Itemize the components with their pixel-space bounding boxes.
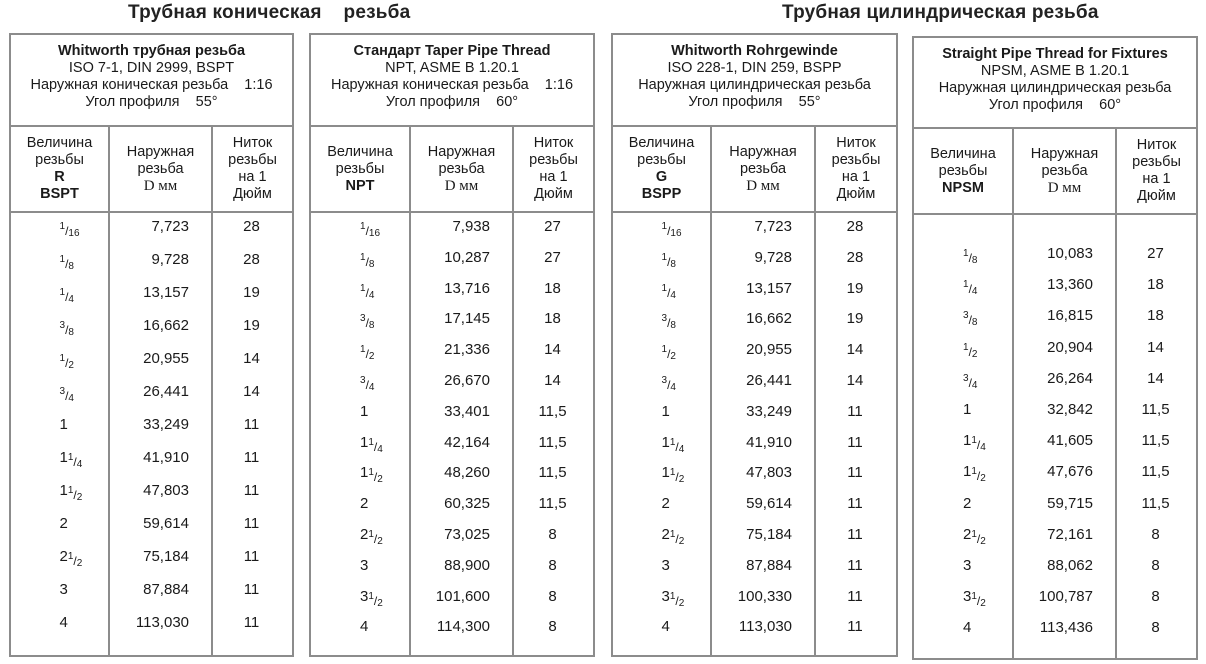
threads-per-inch: 11,5	[1141, 432, 1170, 450]
table-spec-line: Наружная цилиндрическая резьба	[938, 80, 1172, 96]
table-spec-line: NPSM, ASME B 1.20.1	[980, 63, 1130, 79]
table-row: 1 $^1/_4$ 42,164 11,5	[311, 428, 593, 458]
table-row: 1 $^1/_2$ 47,803 11	[11, 476, 292, 506]
column-label: R	[54, 169, 65, 185]
tpi-column-header	[512, 127, 593, 211]
outer-diameter: 20,955	[143, 350, 189, 367]
threads-per-inch: 11	[243, 449, 260, 466]
outer-diameter: 88,900	[444, 556, 490, 574]
column-header	[613, 127, 896, 213]
table-spec-line: Наружная коническая резьба 1:16	[30, 77, 273, 93]
thread-table-3	[611, 33, 898, 657]
table-spec-line: Наружная цилиндрическая резьба	[638, 77, 871, 93]
threads-per-inch: 19	[846, 279, 864, 297]
table-row: $^3/_8$ 16,662 19	[613, 304, 896, 334]
outer-diameter: 16,662	[746, 310, 792, 328]
threads-per-inch: 8	[1151, 557, 1160, 574]
outer-diameter: 75,184	[143, 548, 189, 565]
diameter-column-header	[108, 127, 211, 211]
table-row: $^1/_8$ 10,083 27	[914, 239, 1196, 269]
table-row: 1 $^1/_2$ 48,260 11,5	[311, 458, 593, 488]
threads-per-inch: 14	[846, 372, 864, 389]
outer-diameter: 26,264	[1047, 369, 1093, 387]
threads-per-inch: 19	[243, 317, 260, 334]
table-row: 2 $^1/_2$ 72,161 8	[914, 520, 1196, 550]
table-header	[11, 35, 292, 127]
column-label: Наружная резьба	[427, 143, 496, 177]
threads-per-inch: 11,5	[1141, 401, 1170, 418]
threads-per-inch: 28	[846, 248, 864, 266]
column-label: Величина резьбы	[26, 135, 93, 168]
outer-diameter: 88,062	[1047, 557, 1093, 574]
threads-per-inch: 8	[548, 526, 557, 543]
table-row: 1 $^1/_2$ 47,676 11,5	[914, 457, 1196, 487]
outer-diameter: 20,955	[746, 341, 792, 359]
threads-per-inch: 18	[1147, 276, 1164, 294]
table-title: Whitworth Rohrgewinde	[671, 43, 838, 59]
tpi-column-header	[1115, 129, 1196, 213]
table-row: 1 $^1/_4$ 41,605 11,5	[914, 426, 1196, 456]
column-label: Ниток резьбы на 1 Дюйм	[529, 135, 578, 202]
threads-per-inch: 14	[544, 341, 561, 359]
column-label: NPSM	[942, 179, 984, 196]
outer-diameter: 9,728	[151, 251, 189, 268]
table-row: $^3/_4$ 26,670 14	[311, 366, 593, 396]
column-label: BSPP	[641, 186, 682, 202]
table-title: Стандарт Taper Pipe Thread	[353, 43, 551, 59]
outer-diameter: 33,401	[444, 402, 490, 420]
outer-diameter: 16,662	[143, 317, 189, 334]
table-row: 3 $^1/_2$ 100,330 11	[613, 582, 896, 612]
table-row: $^1/_{16}$ 7,938 27	[311, 212, 593, 242]
outer-diameter: 21,336	[444, 341, 490, 359]
threads-per-inch: 18	[544, 310, 561, 328]
outer-diameter: 42,164	[444, 433, 490, 451]
threads-per-inch: 19	[243, 284, 260, 301]
table-row: 4 113,436 8	[914, 613, 1196, 643]
threads-per-inch: 11	[847, 556, 863, 574]
outer-diameter: 114,300	[436, 618, 490, 636]
outer-diameter: 13,360	[1047, 276, 1093, 294]
table-spec-line: Угол профиля 55°	[85, 94, 218, 110]
outer-diameter: 72,161	[1047, 525, 1093, 543]
threads-per-inch: 11,5	[538, 495, 567, 513]
taper-thread-title: Трубная коническая резьба	[128, 2, 411, 23]
table-row: $^1/_4$ 13,157 19	[613, 274, 896, 304]
table-title: Whitworth трубная резьба	[57, 43, 246, 59]
threads-per-inch: 11,5	[538, 433, 567, 451]
table-header	[613, 35, 896, 127]
outer-diameter: 41,605	[1047, 432, 1093, 450]
column-label: Ниток резьбы на 1 Дюйм	[831, 135, 881, 202]
table-row: $^3/_4$ 26,264 14	[914, 364, 1196, 394]
column-label: Величина резьбы	[930, 145, 996, 179]
outer-diameter: 59,614	[143, 515, 189, 532]
threads-per-inch: 14	[1147, 369, 1164, 387]
threads-per-inch: 11,5	[538, 402, 567, 420]
table-row: 3 $^1/_2$ 100,787 8	[914, 582, 1196, 612]
outer-diameter: 73,025	[444, 526, 490, 543]
table-row: $^3/_4$ 26,441 14	[11, 377, 292, 407]
table-row: $^1/_4$ 13,716 18	[311, 274, 593, 304]
table-row: $^1/_8$ 9,728 28	[11, 245, 292, 275]
table-row: 2 59,614 11	[613, 489, 896, 519]
threads-per-inch: 11	[243, 548, 260, 565]
table-row: $^1/_{16}$ 7,723 28	[613, 212, 896, 242]
column-label: D мм	[143, 177, 178, 194]
threads-per-inch: 8	[1151, 588, 1160, 606]
threads-per-inch: 14	[544, 372, 561, 389]
table-row: $^1/_{16}$ 7,723 28	[11, 212, 292, 242]
outer-diameter: 9,728	[754, 248, 792, 266]
threads-per-inch: 8	[548, 556, 557, 574]
table-row: $^1/_2$ 21,336 14	[311, 335, 593, 365]
table-header	[914, 38, 1196, 129]
outer-diameter: 13,716	[444, 279, 490, 297]
threads-per-inch: 11	[847, 433, 863, 451]
table-spec-line: Угол профиля 60°	[988, 97, 1122, 113]
threads-per-inch: 28	[243, 218, 260, 235]
table-row: $^3/_8$ 17,145 18	[311, 304, 593, 334]
outer-diameter: 47,803	[143, 482, 189, 499]
column-label: Наружная резьба	[126, 143, 195, 177]
column-label: Наружная резьба	[729, 143, 797, 177]
threads-per-inch: 11	[847, 464, 863, 482]
outer-diameter: 16,815	[1047, 307, 1093, 325]
outer-diameter: 33,249	[746, 402, 792, 420]
threads-per-inch: 14	[243, 383, 260, 400]
outer-diameter: 100,787	[1038, 588, 1093, 606]
outer-diameter: 41,910	[143, 449, 189, 466]
table-row: $^3/_4$ 26,441 14	[613, 366, 896, 396]
column-header	[311, 127, 593, 213]
threads-per-inch: 18	[1147, 307, 1164, 325]
threads-per-inch: 27	[1147, 245, 1164, 262]
threads-per-inch: 8	[1151, 525, 1160, 543]
outer-diameter: 32,842	[1047, 401, 1093, 418]
table-row: 2 60,325 11,5	[311, 489, 593, 519]
threads-per-inch: 11	[847, 495, 863, 513]
thread-table-4	[912, 36, 1198, 660]
table-row: 3 $^1/_2$ 101,600 8	[311, 582, 593, 612]
thread-table-2	[309, 33, 595, 657]
column-label: G	[655, 169, 668, 185]
threads-per-inch: 11	[243, 581, 260, 598]
outer-diameter: 47,803	[746, 464, 792, 482]
column-label: NPT	[345, 177, 375, 194]
outer-diameter: 87,884	[746, 556, 792, 574]
threads-per-inch: 27	[544, 218, 561, 235]
outer-diameter: 48,260	[444, 464, 490, 482]
outer-diameter: 26,670	[444, 372, 490, 389]
column-label: D мм	[746, 177, 780, 194]
outer-diameter: 75,184	[746, 526, 792, 543]
threads-per-inch: 8	[1151, 619, 1160, 637]
outer-diameter: 100,330	[737, 587, 792, 605]
diameter-column-header	[710, 127, 814, 211]
size-column-header	[613, 127, 710, 211]
table-row: 2 $^1/_2$ 75,184 11	[613, 520, 896, 550]
table-spec-line: Угол профиля 60°	[385, 94, 519, 110]
table-row: 3 88,900 8	[311, 551, 593, 581]
threads-per-inch: 18	[544, 279, 561, 297]
tpi-column-header	[211, 127, 292, 211]
outer-diameter: 20,904	[1047, 338, 1093, 356]
cylindrical-thread-title: Трубная цилиндрическая резьба	[782, 2, 1099, 23]
threads-per-inch: 19	[846, 310, 864, 328]
threads-per-inch: 11	[243, 515, 260, 532]
outer-diameter: 41,910	[746, 433, 792, 451]
outer-diameter: 10,287	[444, 248, 490, 266]
column-label: BSPT	[40, 186, 79, 202]
column-label: Ниток резьбы на 1 Дюйм	[1132, 137, 1181, 204]
threads-per-inch: 14	[243, 350, 260, 367]
table-row: $^1/_4$ 13,157 19	[11, 278, 292, 308]
threads-per-inch: 11	[847, 618, 863, 636]
outer-diameter: 33,249	[143, 416, 189, 433]
threads-per-inch: 11,5	[1141, 463, 1170, 481]
outer-diameter: 26,441	[746, 372, 792, 389]
threads-per-inch: 11,5	[1141, 494, 1170, 512]
table-row: 2 $^1/_2$ 73,025 8	[311, 520, 593, 550]
column-label: Ниток резьбы на 1 Дюйм	[228, 135, 277, 202]
table-row: 3 88,062 8	[914, 551, 1196, 581]
table-row: 2 $^1/_2$ 75,184 11	[11, 542, 292, 572]
threads-per-inch: 11	[243, 416, 260, 433]
threads-per-inch: 14	[1147, 338, 1164, 356]
table-spec-line: Наружная коническая резьба 1:16	[330, 77, 574, 93]
threads-per-inch: 11	[243, 482, 260, 499]
threads-per-inch: 8	[548, 587, 557, 605]
table-row: 1 $^1/_2$ 47,803 11	[613, 458, 896, 488]
table-row: 4 114,300 8	[311, 612, 593, 642]
table-row: 1 $^1/_4$ 41,910 11	[11, 443, 292, 473]
table-row: $^1/_2$ 20,904 14	[914, 333, 1196, 363]
table-row: 2 59,614 11	[11, 509, 292, 539]
table-row: 1 33,249 11	[11, 410, 292, 440]
table-spec-line: Угол профиля 55°	[688, 94, 821, 110]
column-header	[11, 127, 292, 213]
threads-per-inch: 11	[847, 402, 863, 420]
threads-per-inch: 11	[243, 614, 260, 631]
outer-diameter: 47,676	[1047, 463, 1093, 481]
outer-diameter: 113,030	[738, 618, 792, 636]
outer-diameter: 59,715	[1047, 494, 1093, 512]
table-row: $^1/_2$ 20,955 14	[11, 344, 292, 374]
threads-per-inch: 11	[847, 526, 863, 543]
threads-per-inch: 27	[544, 248, 561, 266]
table-row: 1 33,401 11,5	[311, 397, 593, 427]
outer-diameter: 7,723	[754, 218, 792, 235]
table-row: 4 113,030 11	[11, 608, 292, 638]
table-title: Straight Pipe Thread for Fixtures	[942, 46, 1168, 62]
table-spec-line: ISO 7-1, DIN 2999, BSPT	[68, 60, 235, 76]
table-row: 3 87,884 11	[613, 551, 896, 581]
table-spec-line: NPT, ASME B 1.20.1	[385, 60, 519, 76]
table-spec-line: ISO 228-1, DIN 259, BSPP	[667, 60, 842, 76]
table-row: $^3/_8$ 16,662 19	[11, 311, 292, 341]
column-label: D мм	[444, 177, 479, 194]
table-row: $^3/_8$ 16,815 18	[914, 301, 1196, 331]
threads-per-inch: 8	[548, 618, 557, 636]
size-column-header	[311, 127, 409, 211]
outer-diameter: 7,723	[151, 218, 189, 235]
column-label: Величина резьбы	[327, 143, 393, 177]
column-header	[914, 129, 1196, 215]
table-row: 4 113,030 11	[613, 612, 896, 642]
table-row: $^1/_4$ 13,360 18	[914, 270, 1196, 300]
outer-diameter: 87,884	[143, 581, 189, 598]
size-column-header	[11, 127, 108, 211]
threads-per-inch: 11	[847, 587, 863, 605]
diameter-column-header	[409, 127, 512, 211]
outer-diameter: 59,614	[746, 495, 792, 513]
tpi-column-header	[814, 127, 896, 211]
table-header	[311, 35, 593, 127]
table-row: 1 33,249 11	[613, 397, 896, 427]
table-row: 3 87,884 11	[11, 575, 292, 605]
threads-per-inch: 14	[846, 341, 864, 359]
column-label: Наружная резьба	[1030, 145, 1099, 179]
threads-per-inch: 28	[243, 251, 260, 268]
outer-diameter: 113,030	[135, 614, 189, 631]
outer-diameter: 60,325	[444, 495, 490, 513]
threads-per-inch: 11,5	[538, 464, 567, 482]
outer-diameter: 10,083	[1047, 245, 1093, 262]
table-row: $^1/_2$ 20,955 14	[613, 335, 896, 365]
diameter-column-header	[1012, 129, 1115, 213]
outer-diameter: 13,157	[746, 279, 792, 297]
column-label: Величина резьбы	[628, 135, 695, 168]
table-row: 2 59,715 11,5	[914, 489, 1196, 519]
outer-diameter: 7,938	[452, 218, 490, 235]
table-row: $^1/_8$ 10,287 27	[311, 243, 593, 273]
table-row: $^1/_8$ 9,728 28	[613, 243, 896, 273]
thread-table-1	[9, 33, 294, 657]
threads-per-inch: 28	[846, 218, 864, 235]
outer-diameter: 113,436	[1039, 619, 1093, 637]
outer-diameter: 26,441	[143, 383, 189, 400]
column-label: D мм	[1047, 179, 1082, 196]
size-column-header	[914, 129, 1012, 213]
table-row: 1 $^1/_4$ 41,910 11	[613, 428, 896, 458]
outer-diameter: 101,600	[435, 587, 490, 605]
outer-diameter: 17,145	[444, 310, 490, 328]
outer-diameter: 13,157	[143, 284, 189, 301]
table-row: 1 32,842 11,5	[914, 395, 1196, 425]
